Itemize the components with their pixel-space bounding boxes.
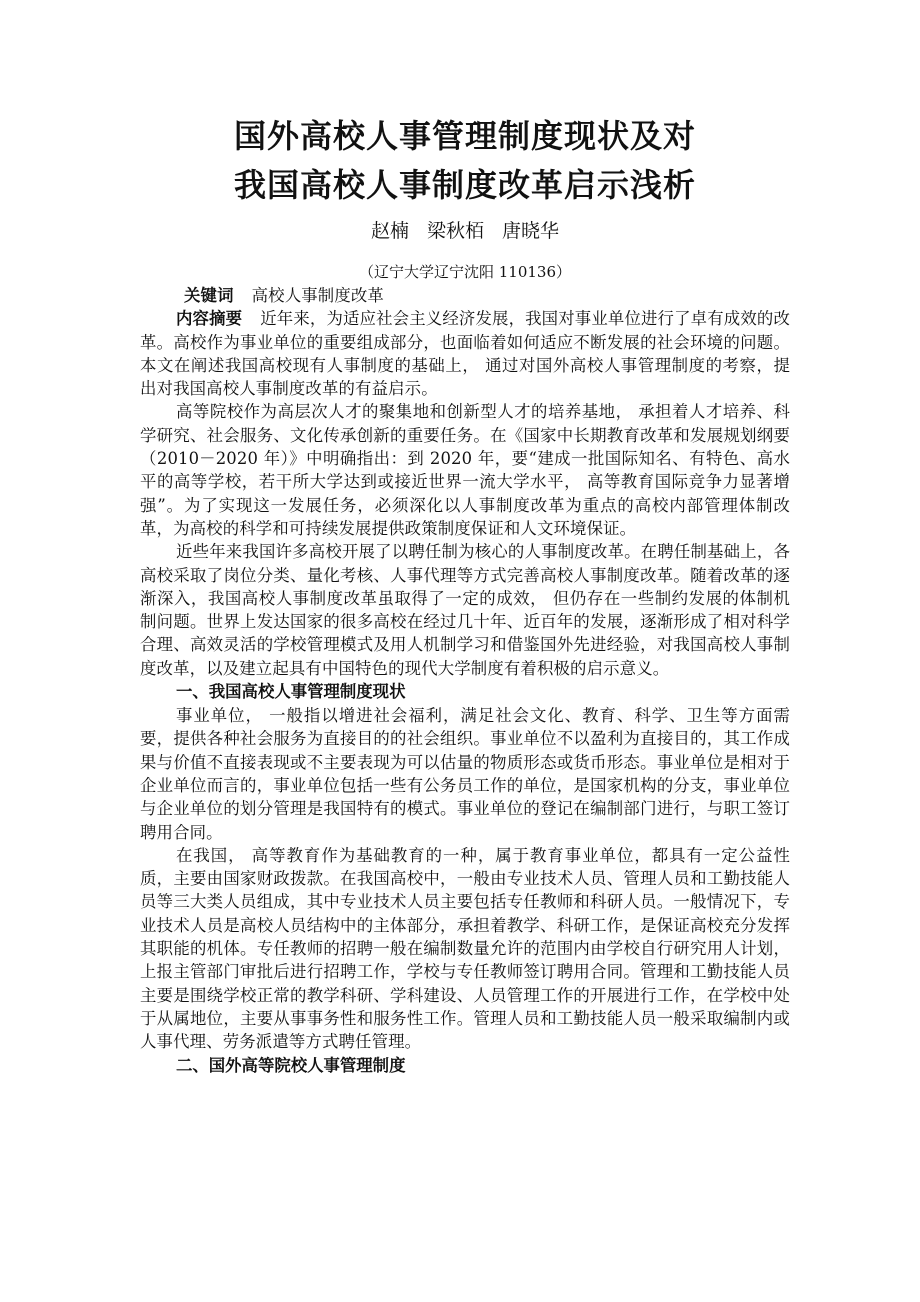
section-2-heading: 二、国外高等院校人事管理制度 [176, 1055, 406, 1075]
body-paragraph-1: 高等院校作为高层次人才的聚集地和创新型人才的培养基地， 承担着人才培养、科学研究、社会服务、文化传承创新的重要任务。在《国家中长期教育改革和发展规划纲要（2010－2020 年）》中明确指出：到 2020 年，要“建成一批国际知名、有特色、高水平的高等学校，若干所大学达到或接近世界一流大学水平， 高等教育国际竞争力显著增强”。为了实现这一发展任务，必须深化以人事制度改革为重点的高校内部管理体制改革，为高校的科学和可持续发展提供政策制度保证和人文环境保证。 [140, 402, 790, 538]
keywords-line [140, 284, 790, 307]
affiliation: （辽宁大学辽宁沈阳 110136） [358, 263, 572, 281]
title-line-2: 我国高校人事制度改革启示浅析 [233, 166, 696, 204]
title-line-1: 国外高校人事管理制度现状及对 [233, 117, 696, 155]
keywords-label: 关键词 [184, 286, 234, 305]
keywords-text: 高校人事制度改革 [251, 286, 384, 305]
section-1-paragraph-2: 在我国， 高等教育作为基础教育的一种，属于教育事业单位，都具有一定公益性质，主要由国家财政拨款。在我国高校中，一般由专业技术人员、管理人员和工勤技能人员等三大类人员组成，其中专业技术人员主要包括专任教师和科研人员。一般情况下，专业技术人员是高校人员结构中的主体部分，承担着教学、科研工作，是保证高校充分发挥其职能的机体。专任教师的招聘一般在编制数量允许的范围内由学校自行研究用人计划， 上报主管部门审批后进行招聘工作，学校与专任教师签订聘用合同。管理和工勤技能人员主要是围绕学校正常的教学科研、学科建设、人员管理工作的开展进行工作，在学校中处于从属地位，主要从事事务性和服务性工作。管理人员和工勤技能人员一般采取编制内或人事代理、劳务派遣等方式聘任管理。 [140, 845, 790, 1052]
author-list: 赵楠 梁秋栢 唐晓华 [370, 220, 560, 242]
abstract-text: 近年来，为适应社会主义经济发展，我国对事业单位进行了卓有成效的改革。高校作为事业单位的重要组成部分，也面临着如何适应不断发展的社会环境的问题。本文在阐述我国高校现有人事制度的基础上， 通过对国外高校人事管理制度的考察，提出对我国高校人事制度改革的有益启示。 [140, 309, 790, 399]
paper-title [140, 112, 790, 210]
abstract-label: 内容摘要 [176, 309, 243, 329]
abstract-paragraph [140, 307, 790, 400]
body-paragraph-2: 近些年来我国许多高校开展了以聘任制为核心的人事制度改革。在聘任制基础上，各高校采取了岗位分类、量化考核、人事代理等方式完善高校人事制度改革。随着改革的逐渐深入，我国高校人事制度改革虽取得了一定的成效， 但仍存在一些制约发展的体制机制问题。世界上发达国家的很多高校在经过几十年、近百年的发展，逐渐形成了相对科学合理、高效灵活的学校管理模式及用人机制学习和借鉴国外先进经验，对我国高校人事制度改革，以及建立起具有中国特色的现代大学制度有着积极的启示意义。 [140, 542, 790, 678]
section-1-heading: 一、我国高校人事管理制度现状 [176, 682, 406, 702]
document-page [140, 112, 790, 1078]
section-1-paragraph-1: 事业单位， 一般指以增进社会福利，满足社会文化、教育、科学、卫生等方面需要，提供各种社会服务为直接目的的社会组织。事业单位不以盈利为直接目的，其工作成果与价值不直接表现或不主要表现为可以估量的物质形态或货币形态。事业单位是相对于企业单位而言的，事业单位包括一些有公务员工作的单位，是国家机构的分支，事业单位与企业单位的划分管理是我国特有的模式。事业单位的登记在编制部门进行，与职工签订聘用合同。 [140, 706, 790, 842]
